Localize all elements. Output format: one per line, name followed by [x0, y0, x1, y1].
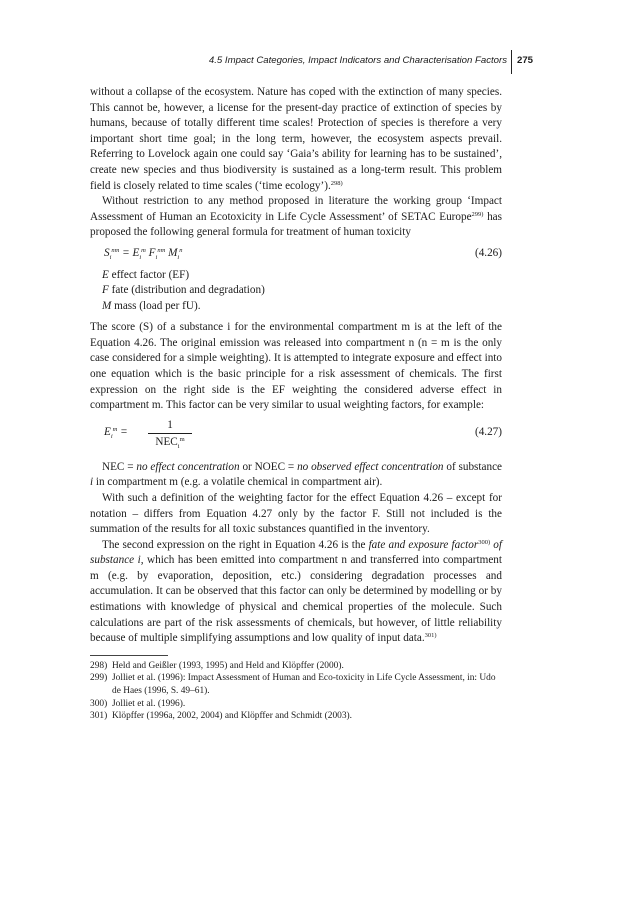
header-divider — [511, 50, 512, 74]
fraction-denominator: $NEC_i^m$ — [155, 435, 185, 450]
footnote-ref-299[interactable]: 299) — [471, 210, 484, 218]
equation-4-26-formula: $S_i^{nm} = E_i^m$ $F_i^{nm}$ $M_i^n$ — [104, 246, 183, 261]
equation-4-27-lhs: $E_i^m$ = — [104, 425, 128, 440]
footnote-ref-300[interactable]: 300) — [478, 538, 491, 546]
paragraph-1: without a collapse of the ecosystem. Nature has coped with the extinction of many species. This cannot be, however, a license for the present-day practice of extinction of species by humans, because of totally different time scales! Protection of species is therefore a very important short time goal; in the long term, however, the ecosystem aspects prevail. Referring to Lovelock again one could say ‘Gaia’s ability for learning has to be sustained’, create new species and thus biodiversity is sustained as a long-term result. This problem field is closely related to time scales (‘time ecology’).$^{298)}$ — [90, 86, 502, 192]
paragraph-6: The second expression on the right in Equation 4.26 is the fate and exposure factor$^{300)}$ of substance i, which has been emitted into compartment n and transferred into compartment m (e.g. by evaporation, deposition, etc.) considering degradation processes and accumulation. It can be observed that this factor can only be determined by modelling or by estimations with knowledge of physical and chemical properties of the molecule. Such calculations are part of the risk assessments of chemicals, but however, of little reliability because of multiple simplifying assumptions and low quality of input data.$^{301)}$ — [90, 538, 502, 645]
footnote-300: 300) Jolliet et al. (1996). — [90, 698, 186, 709]
running-header-title: 4.5 Impact Categories, Impact Indicators and Characterisation Factors — [208, 55, 507, 66]
footnote-299: 299) Jolliet et al. (1996): Impact Assessment of Human and Eco-toxicity in Life Cycle Assessment, in: Udo de Haes (1996, S. 49–61). — [90, 673, 496, 697]
footnote-301: 301) Klöpffer (1996a, 2002, 2004) and Klöpffer and Schmidt (2003). — [90, 711, 352, 722]
page-body — [90, 85, 502, 723]
equation-4-26 — [90, 244, 502, 266]
running-header — [0, 0, 627, 80]
fraction-numerator: 1 — [167, 418, 173, 431]
definition-list — [102, 268, 502, 314]
fraction-bar — [148, 433, 192, 434]
footnote-ref-301[interactable]: 301) — [424, 632, 437, 640]
equation-4-27 — [90, 416, 502, 456]
footnote-divider — [90, 655, 168, 656]
definition-item: M mass (load per fU). — [102, 299, 201, 312]
definition-item: E effect factor (EF) — [102, 268, 190, 281]
footnote-298: 298) Held and Geißler (1993, 1995) and Held and Klöpffer (2000). — [90, 660, 344, 671]
equation-4-26-number: (4.26) — [474, 246, 502, 259]
paragraph-5: With such a definition of the weighting factor for the effect Equation 4.26 – except for notation – differs from Equation 4.27 only by the factor F. Still not included is the summation of the results for all toxic substances quantified in the inventory. — [90, 491, 502, 536]
footnote-ref-298[interactable]: 298) — [330, 179, 343, 187]
equation-4-27-fraction — [148, 418, 192, 449]
paragraph-3: The score (S) of a substance i for the environmental compartment m is at the left of the Equation 4.26. The original emission was released into compartment n (n = m is the only case considered for a simple weighting). It is attempted to integrate exposure and effect into one equation which is the basic principle for a risk assessment of chemicals. The first expression on the right side is the EF weighting the considered adverse effect in compartment m. This factor can be very similar to usual weighting factors, for example: — [90, 321, 502, 412]
paragraph-2: Without restriction to any method proposed in literature the working group ‘Impact Assessment of Human an Ecotoxicity in Life Cycle Assessment’ of SETAC Europe$^{299)}$ has proposed the following general formula for treatment of human toxicity — [90, 195, 502, 239]
page-number: 275 — [517, 55, 534, 66]
equation-4-27-number: (4.27) — [474, 425, 502, 438]
definition-item: F fate (distribution and degradation) — [102, 284, 265, 297]
paragraph-4: NEC = no effect concentration or NOEC = no observed effect concentration of substance i in compartment m (e.g. a volatile chemical in compartment air). — [90, 460, 503, 489]
